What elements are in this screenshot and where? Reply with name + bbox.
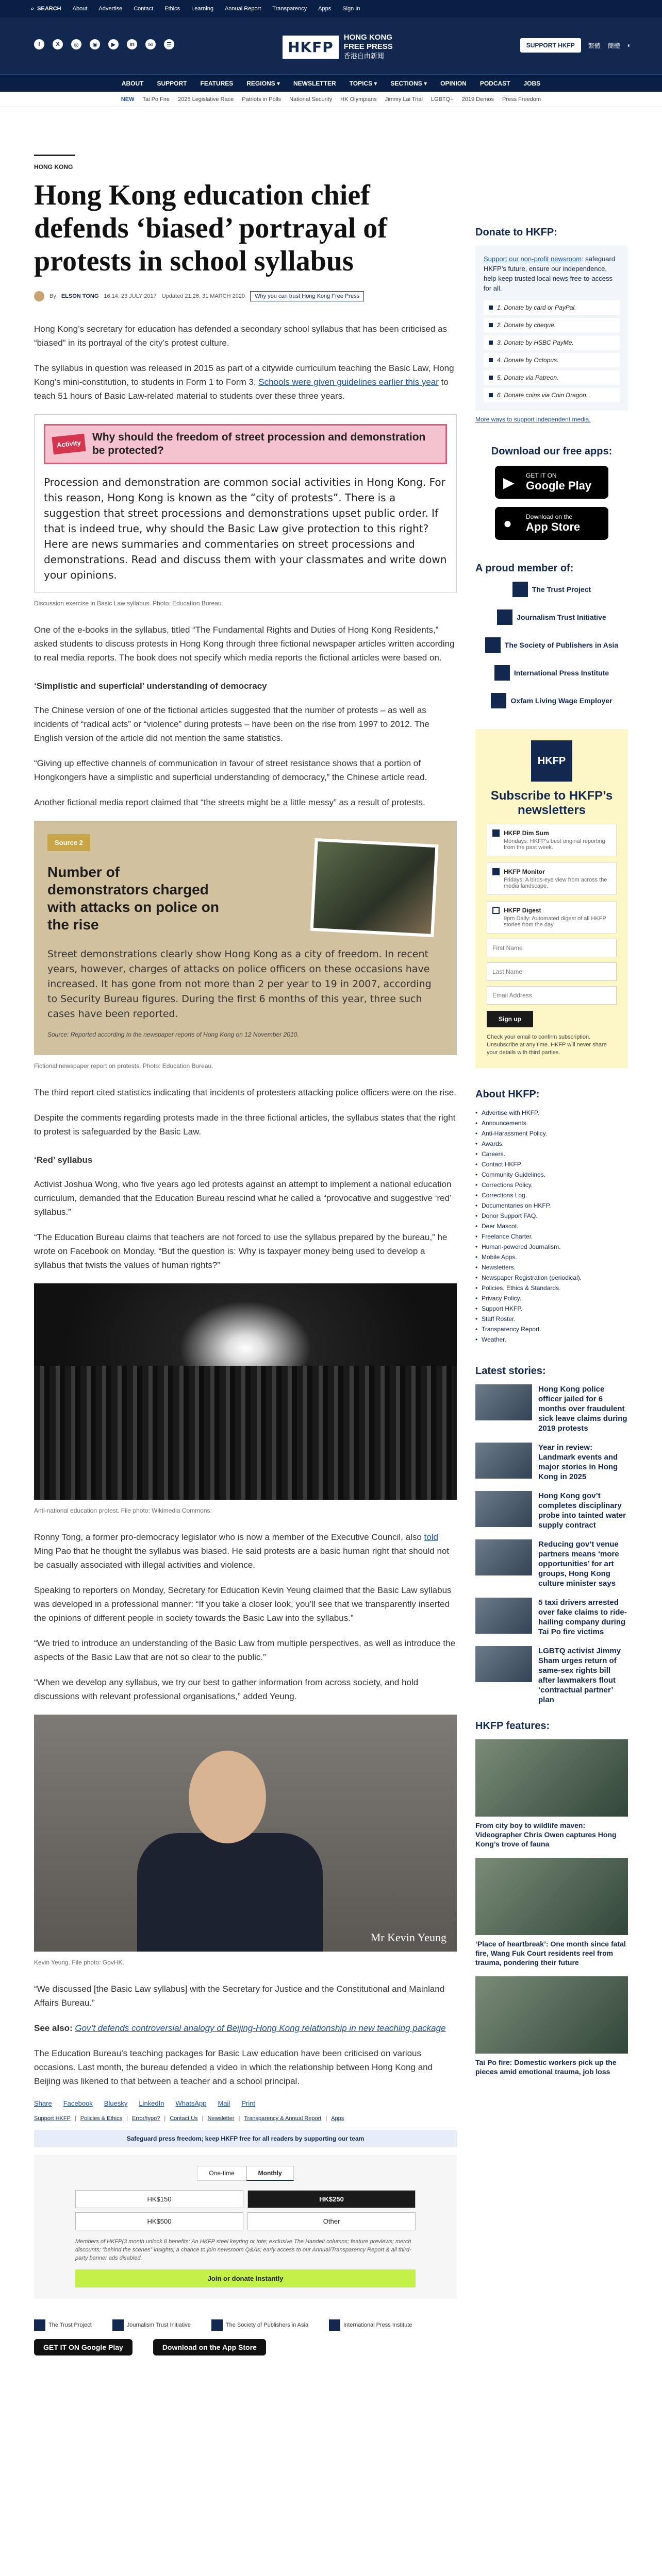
play-icon: ▶ [503,474,515,490]
topbar-link-advertise[interactable]: Advertise [98,6,123,12]
new-badge: NEW [121,96,135,103]
apple-icon: ● [503,515,512,531]
app-store-button[interactable]: Download on the App Store [153,2339,266,2355]
footer-link[interactable]: Newsletter [207,2115,235,2122]
about-link[interactable]: • Careers. [475,1149,628,1159]
support-newsroom-link[interactable]: Support our non-profit newsroom [484,255,582,263]
article-footer-links: Support HKFP | Policies & Ethics | Error/typo? | Contact Us | Newsletter | Transparency & Annual Report | Apps [34,2115,344,2122]
hkfp-badge-icon: HKFP [531,740,572,782]
about-link[interactable]: • Community Guidelines. [475,1170,628,1180]
card-icon [489,306,493,310]
image-caption: Kevin Yeung. File photo: GovHK. [34,1959,124,1966]
topbar-link-transparency[interactable]: Transparency [272,6,307,12]
protest-photo [34,1283,457,1500]
about-link[interactable]: • Anti-Harassment Policy. [475,1128,628,1139]
top-utility-bar [0,0,662,18]
feature-stories [475,1739,628,2076]
paragraph: “We tried to introduce an understanding of the Basic Law from multiple perspectives, as well as introduce the aspects of the Basic Law that are not so clear to the public.” [34,1638,456,1662]
nav-support[interactable]: SUPPORT [157,79,187,87]
site-logo[interactable]: HKFP HONG KONG FREE PRESS 香港自由新聞 [283,33,393,61]
nav-newsletter[interactable]: NEWSLETTER [293,79,336,87]
google-play-button[interactable]: GET IT ON Google Play [34,2339,133,2355]
about-link[interactable]: • Documentaries on HKFP. [475,1200,628,1211]
paragraph: The Chinese version of one of the fictional articles suggested that the number of protests – as well as incidents of “radical acts” or “violence” during protests – have been on the rise from 1997 to 2012. The English version of the article did not mention the same statistics. [34,705,430,743]
topbar-link-ethics[interactable]: Ethics [164,6,180,12]
donate-option[interactable]: 6. Donate coins via Coin Dragon. [484,388,620,402]
site-header [0,18,662,74]
share-whatsapp[interactable]: WhatsApp [175,2099,207,2107]
nav-jobs[interactable]: JOBS [523,79,541,87]
patreon-icon [489,376,493,380]
last-name-input[interactable] [487,962,617,981]
nav-topics[interactable]: TOPICS ▾ [349,79,377,87]
jti-icon [497,609,512,625]
about-link[interactable]: • Support HKFP. [475,1303,628,1314]
sopa-icon [211,2319,223,2331]
author-link[interactable]: ELSON TONG [61,293,99,299]
checkbox-checked[interactable] [492,829,500,837]
see-also-link[interactable]: Gov’t defends controversial analogy of Beijing-Hong Kong relationship in new teaching package [75,2023,446,2033]
topbar-link-contact[interactable]: Contact [134,6,154,12]
latest-stories [475,1384,628,1705]
search-button[interactable]: ⌕ SEARCH [31,5,61,12]
paragraph: “The Education Bureau claims that teachers are not forced to use the syllabus prepared by the bureau,” he wrote on Facebook on Monday. “But the question is: Why is taxpayer money being used to develop a syllabus that twists the values of human rights?” [34,1232,448,1270]
share-facebook[interactable]: Facebook [63,2099,93,2107]
topbar-link-learning[interactable]: Learning [191,6,213,12]
app-store-badge[interactable]: ● Download on the App Store [495,507,608,540]
freq-one-time[interactable]: One-time [197,2166,246,2181]
trust-project-icon [34,2319,45,2331]
features-heading: HKFP features: [475,1720,550,1732]
coin-icon [489,393,493,397]
x-icon[interactable]: X [53,39,63,49]
about-link[interactable]: • Contact HKFP. [475,1159,628,1170]
paragraph: Ronny Tong, a former pro-democracy legislator who is now a member of the Executive Council, also told Ming Pao that he thought the syllabus was biased. He said protests are a basic human right that should not be casually associated with illegal activities and violence. [34,1532,450,1570]
story-item[interactable]: Year in review: Landmark events and major stories in Hong Kong in 2025 [475,1443,628,1482]
newsletter-signup: HKFP Subscribe to HKFP’s newsletters HKFP Dim Sum Mondays: HKFP’s best original reporting from the past week. HKFP Monitor Fridays: A birds-eye view from across the media landscape. HKFP Digest 9pm Daily: Automated digest of all HKFP stories from the day. First Name Last Name Email Address Sign up Check your email to confirm subscription. Unsubscribe at any time. HKFP will never share your details with third parties. [475,729,628,1068]
about-link[interactable]: • Corrections Log. [475,1190,628,1200]
ticker-link[interactable]: Tai Po Fire [142,96,170,103]
about-link[interactable]: • Freelance Charter. [475,1231,628,1242]
amount-option[interactable]: Other [247,2212,416,2230]
paragraph: Another fictional media report claimed that “the streets might be a little messy” as a result of protests. [34,798,425,807]
story-item[interactable]: Hong Kong police officer jailed for 6 months over fraudulent sick leave claims during 2019 protests [475,1384,628,1433]
mail-icon[interactable]: ✉ [145,39,156,49]
nav-podcast[interactable]: PODCAST [479,79,510,87]
about-link[interactable]: • Newsletters. [475,1262,628,1273]
paragraph: Despite the comments regarding protests made in the three fictional articles, the syllabus states that the right to protest is safeguarded by the Basic Law. [34,1113,456,1137]
membership-logos: The Trust Project Journalism Trust Initiative The Society of Publishers in Asia International Press Institute [34,2319,457,2331]
about-link[interactable]: • Donor Support FAQ. [475,1211,628,1221]
about-link[interactable]: • Corrections Policy. [475,1180,628,1190]
paragraph: Speaking to reporters on Monday, Secretary for Education Kevin Yeung claimed that the Basic Law syllabus was developed in a professional manner: “If you take a closer look, you’ll see that we transparently inserted the opinions of different people in society towards the Basic Law into the syllabus.” [34,1585,452,1623]
paragraph: Hong Kong’s secretary for education has defended a secondary school syllabus that has been criticised as “biased” in its portrayal of the city’s protest culture. [34,324,448,348]
feature-image [475,1739,628,1817]
amount-option[interactable]: HK$150 [75,2190,243,2208]
footer-link[interactable]: Apps [331,2115,344,2122]
app-buttons [34,2339,457,2355]
newsletter-option[interactable]: HKFP Dim Sum Mondays: HKFP’s best original reporting from the past week. [487,824,617,856]
feature-item[interactable]: Tai Po fire: Domestic workers pick up the pieces amid emotional trauma, job loss [475,1976,628,2076]
about-link[interactable]: • Privacy Policy. [475,1293,628,1303]
apps-heading: Download our free apps: [491,446,613,457]
first-name-input[interactable] [487,939,617,957]
topbar-link-annual-report[interactable]: Annual Report [224,6,261,12]
subheading: ‘Simplistic and superficial’ understanding of democracy [34,681,267,691]
support-hkfp-button[interactable]: SUPPORT HKFP [520,38,581,53]
search-icon: ⌕ [31,5,35,12]
protest-photo [310,838,438,937]
image-caption: Fictional newspaper report on protests. Photo: Education Bureau. [34,1062,213,1070]
story-thumbnail [475,1491,532,1527]
supporter-heading: A proud member of: [475,563,574,574]
ticker-link[interactable]: 2019 Demos [461,96,494,103]
paragraph: “We discussed [the Basic Law syllabus] with the Secretary for Justice and the Constitutional and Mainland Affairs Bureau.” [34,1984,445,2008]
image-caption: Discussion exercise in Basic Law syllabus. Photo: Education Bureau. [34,600,223,607]
ticker-link[interactable]: LGBTQ+ [431,96,454,103]
ipi-icon [494,665,510,681]
image-caption: Anti-national education protest. File photo: Wikimedia Commons. [34,1507,212,1514]
story-item[interactable]: Reducing gov’t venue partners means ‘more opportunities’ for art groups, Hong Kong culture minister says [475,1539,628,1588]
donate-widget: One-time Monthly HK$150 HK$250 HK$500 Other Members of HKFP(3 month unlock 8 benefits: An HKFP steel keyring or tote; exclusive The Handelt columns; feature previews; merch discounts; “behind the scenes” insights; a chance to join newsroom Q&As; early access to our Annual/Transparency Report & all third-party banner ads disabled. Join or donate instantly [34,2155,457,2299]
latest-heading: Latest stories: [475,1365,546,1377]
social-icons [34,39,174,49]
about-link[interactable]: • Announcements. [475,1118,628,1128]
amount-option[interactable]: HK$500 [75,2212,243,2230]
footer-link[interactable]: Contact Us [170,2115,198,2122]
topbar-link-sign-in[interactable]: Sign In [342,6,360,12]
donate-option[interactable]: 3. Donate by HSBC PayMe. [484,335,620,350]
trust-project-icon [512,582,528,597]
linkedin-icon[interactable]: in [127,39,137,49]
about-link[interactable]: • Staff Roster. [475,1314,628,1324]
article-category[interactable]: HONG KONG [34,155,75,171]
jti-icon [112,2319,124,2331]
about-link[interactable]: • Transparency Report. [475,1324,628,1334]
supporter-logos: The Trust Project Journalism Trust Initiative The Society of Publishers in Asia International Press Institute Oxfam Living Wage Employer [475,582,628,708]
guidelines-link[interactable]: Schools were given guidelines earlier this year [258,377,439,387]
see-also: See also: Gov’t defends controversial analogy of Beijing-Hong Kong relationship in new teaching package [34,2023,446,2033]
ticker-link[interactable]: Jimmy Lai Trial [385,96,423,103]
subheading: ‘Red’ syllabus [34,1155,93,1165]
topbar-link-apps[interactable]: Apps [318,6,332,12]
traditional-chinese-link[interactable]: 繁體 [588,42,601,49]
paragraph: The syllabus in question was released in 2015 as part of a citywide curriculum teaching the Basic Law, Hong Kong’s mini-constitution, to students in Form 1 to Form 3. Schools were given guidelines earlier this year to teach 51 hours of Basic Law-related material to students over these three years. [34,363,454,401]
dark-mode-icon[interactable]: ◐ [627,42,631,49]
paragraph: “When we develop any syllabus, we try our best to gather information from across society, and hold discussions with relevant professional organisations,” added Yeung. [34,1677,419,1701]
donate-card: Support our non-profit newsroom: safeguard HKFP’s future, ensure our independence, help keep trusted local news free-to-access for all. 1. Donate by card or PayPal. 2. Donate by cheque. 3. Donate by HSBC PayMe. 4. Donate by Octopus. 5. Donate via Patreon. 6. Donate coins via Coin Dragon. [475,246,628,411]
about-link[interactable]: • Human-powered Journalism. [475,1242,628,1252]
google-play-badge[interactable]: ▶ GET IT ON Google Play [495,466,608,499]
donate-option[interactable]: 1. Donate by card or PayPal. [484,300,620,315]
article-body [34,322,457,2088]
feature-image [475,1858,628,1935]
footer-link[interactable]: Support HKFP [34,2115,71,2122]
about-link[interactable]: • Awards. [475,1139,628,1149]
instagram-icon[interactable]: ◎ [71,39,81,49]
article [34,124,457,2355]
facebook-icon[interactable]: f [34,39,44,49]
threads-icon[interactable]: ◉ [90,39,100,49]
ticker-link[interactable]: National Security [289,96,333,103]
story-thumbnail [475,1598,532,1634]
share-button[interactable]: Share [34,2099,52,2107]
nav-regions[interactable]: REGIONS ▾ [246,79,280,87]
feature-item[interactable]: From city boy to wildlife maven: Videographer Chris Owen captures Hong Kong’s trove of fauna [475,1739,628,1849]
about-link[interactable]: • Policies, Ethics & Standards. [475,1283,628,1293]
newsletter-title: Subscribe to HKFP’s newsletters [490,789,613,817]
paragraph: The third report cited statistics indicating that incidents of protesters attacking police officers were on the rise. [34,1088,456,1097]
publish-date: 16:14, 23 JULY 2017 [104,293,157,299]
share-print[interactable]: Print [241,2099,256,2107]
fictional-report-image: Source 2 Number of demonstrators charged with attacks on police on the rise Street demonstrations clearly show Hong Kong as a city of freedom. In recent years, however, charges of attacks on police officers on these occasions have increased. It has gone from not more than 2 per year to 19 in 2007, according to Security Bureau figures. During the first 6 months of this year, three such cases have been reported. Source: Reported according to the newspaper reports of Hong Kong on 12 November 2010. [34,821,457,1055]
youtube-icon[interactable]: ▶ [108,39,119,49]
paragraph: One of the e-books in the syllabus, titled “The Fundamental Rights and Duties of Hong Kong Residents,” asked students to discuss protests in Hong Kong through three fictional newspaper articles written according to real media reports. The book does not specify which media reports the fictional articles were based on. [34,625,455,663]
footer-link[interactable]: Transparency & Annual Report [244,2115,322,2122]
paragraph: The Education Bureau’s teaching packages for Basic Law education have been criticised on various occasions. Last month, the bureau defended a video in which the relationship between Hong Kong and Beijing was likened to that between a teacher and a school principal. [34,2048,433,2086]
about-link[interactable]: • Deer Mascot. [475,1221,628,1231]
simplified-chinese-link[interactable]: 簡體 [607,42,620,49]
about-heading: About HKFP: [475,1089,540,1100]
main-nav [0,74,662,92]
nav-about[interactable]: ABOUT [121,79,144,87]
kevin-yeung-photo: Mr Kevin Yeung [34,1715,457,1952]
newsletter-option[interactable]: HKFP Digest 9pm Daily: Automated digest of all HKFP stories from the day. [487,901,617,934]
share-bluesky[interactable]: Bluesky [104,2099,128,2107]
donate-banner[interactable]: Safeguard press freedom; keep HKFP free for all readers by supporting our team [34,2130,457,2147]
share-links [34,2099,457,2107]
paragraph: Activist Joshua Wong, who five years ago led protests against an attempt to implement a national education curriculum, demanded that the Education Bureau rescind what he called a “provocative and suggestive ‘red’ syllabus.” [34,1179,452,1217]
share-mail[interactable]: Mail [218,2099,230,2107]
story-item[interactable]: LGBTQ activist Jimmy Sham urges return of same-sex rights bill after lawmakers flout ‘contractual partner’ plan [475,1646,628,1705]
octopus-icon [489,358,493,362]
newsletter-option[interactable]: HKFP Monitor Fridays: A birds-eye view from across the media landscape. [487,862,617,895]
nav-features[interactable]: FEATURES [200,79,234,87]
nav-sections[interactable]: SECTIONS ▾ [390,79,427,87]
updated-date: Updated 21:26, 31 MARCH 2020 [161,293,245,299]
author-avatar [34,291,44,301]
footer-link[interactable]: Error/typo? [131,2115,160,2122]
email-input[interactable] [487,986,617,1005]
share-linkedin[interactable]: LinkedIn [139,2099,164,2107]
about-list [475,1108,628,1345]
about-link[interactable]: • Newspaper Registration (periodical). [475,1273,628,1283]
donate-heading: Donate to HKFP: [475,227,557,238]
join-donate-button[interactable]: Join or donate instantly [75,2269,416,2287]
ipi-icon [329,2319,340,2331]
byline: By ELSON TONG 16:14, 23 JULY 2017 Updated 21:26, 31 MARCH 2020 Why you can trust Hong Kong Free Press [34,291,457,301]
more-ways-link[interactable]: More ways to support independent media. [475,416,591,423]
donate-option[interactable]: 5. Donate via Patreon. [484,370,620,385]
freq-monthly[interactable]: Monthly [246,2166,294,2181]
cheque-icon [489,323,493,327]
story-thumbnail [475,1646,532,1682]
story-thumbnail [475,1539,532,1575]
story-thumbnail [475,1443,532,1479]
ming-pao-link[interactable]: told [424,1532,438,1542]
about-link[interactable]: • Advertise with HKFP. [475,1108,628,1118]
checkbox-unchecked[interactable] [492,907,500,914]
ticker-link[interactable]: Patriots in Polls [242,96,282,103]
menu-icon[interactable]: ☰ [164,39,174,49]
ticker-link[interactable]: Press Freedom [502,96,541,103]
ticker-link[interactable]: HK Olympians [340,96,377,103]
checkbox-checked[interactable] [492,868,500,875]
sidebar [475,227,628,2086]
oxfam-icon [491,693,506,708]
nav-opinion[interactable]: OPINION [440,79,467,87]
story-item[interactable]: 5 taxi drivers arrested over fake claims to ride-hailing company during Tai Po fire victims [475,1598,628,1637]
sopa-icon [485,637,501,653]
donate-option[interactable]: 4. Donate by Octopus. [484,353,620,367]
topic-tickers [0,92,662,107]
about-link[interactable]: • Weather. [475,1334,628,1345]
payme-icon [489,341,493,345]
footer-link[interactable]: Policies & Ethics [80,2115,123,2122]
paragraph: “Giving up effective channels of communication in favour of street resistance shows that a portion of Hongkongers have a simplistic and superficial understanding of democracy,” the Chinese article read. [34,758,427,782]
donate-option[interactable]: 2. Donate by cheque. [484,318,620,332]
about-link[interactable]: • Mobile Apps. [475,1252,628,1262]
ticker-link[interactable]: 2025 Legislative Race [178,96,234,103]
story-thumbnail [475,1384,532,1420]
feature-item[interactable]: ‘Place of heartbreak’: One month since fatal fire, Wang Fuk Court residents reel from trauma, pondering their future [475,1858,628,1967]
trust-link[interactable]: Why you can trust Hong Kong Free Press [250,291,364,301]
textbook-activity-image: Activity Why should the freedom of street procession and demonstration be protected? Procession and demonstration are common social activities in Hong Kong. For this reason, Hong Kong is known as the “city of protests”. There is a suggestion that street processions and demonstrations upset public order. If that is indeed true, why should the Basic Law give protection to this right? Here are news summaries and commentaries on street processions and demonstrations. Read and discuss them with your classmates and write down your opinions. [34,414,457,592]
topbar-link-about[interactable]: About [72,6,88,12]
amount-option[interactable]: HK$250 [247,2190,416,2208]
article-title: Hong Kong education chief defends ‘biased’ portrayal of protests in school syllabus [34,179,387,277]
signup-button[interactable]: Sign up [487,1011,533,1027]
story-item[interactable]: Hong Kong gov’t completes disciplinary probe into tainted water supply contract [475,1491,628,1530]
feature-image [475,1976,628,2054]
header-actions [520,38,631,53]
